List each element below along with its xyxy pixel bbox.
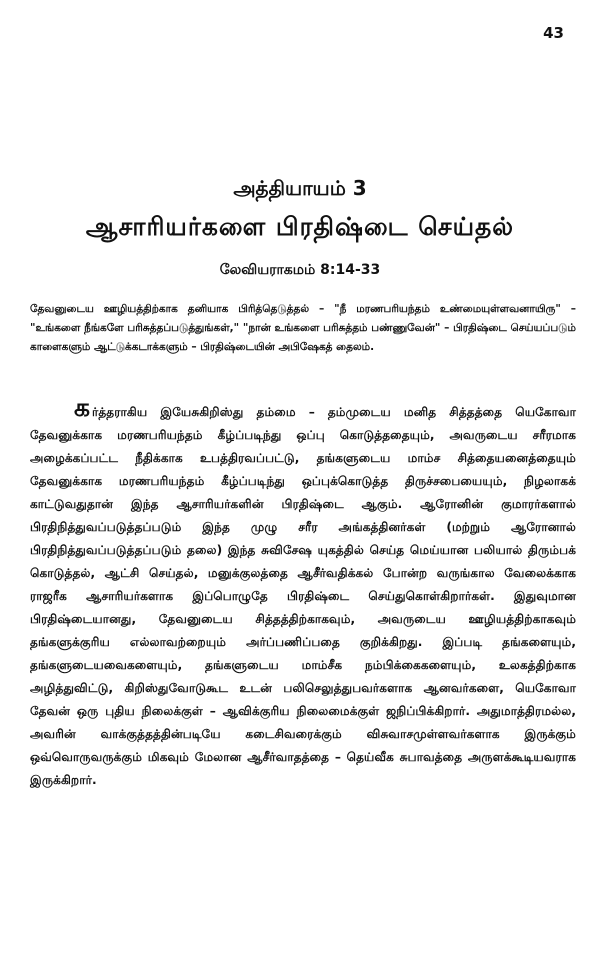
chapter-label: அத்தியாயம் 3	[233, 176, 367, 200]
body-paragraph	[30, 393, 576, 792]
chapter-summary: தேவனுடைய ஊழியத்திற்காக தனியாக பிரித்தெடுத்தல் – "நீ மரணபரியந்தம் உண்மையுள்ளவனாயிரு" – "உங்களை நீங்களே பரிசுத்தப்படுத்துங்கள்," "நான் உங்களை பரிசுத்தம் பண்ணுவேன்" – பிரதிஷ்டை செய்யப்படும் காளைகளும் ஆட்டுக்கடாக்களும் – பிரதிஷ்டையின் அபிஷேகத் தைலம்.	[30, 303, 576, 353]
body-text: ர்த்தராகிய இயேசுகிறிஸ்து தம்மை – தம்முடைய மனித சித்தத்தை யெகோவா தேவனுக்காக மரணபரியந்தம் கீழ்ப்படிந்து ஒப்பு கொடுத்ததையும், அவருடைய சரீரமாக அழைக்கப்பட்ட நீதிக்காக உபத்திரவப்பட்டு, தங்களுடைய மாம்ச சித்தையனைத்தையும் தேவனுக்காக மரணபரியந்தம் கீழ்ப்படிந்து ஒப்புக்கொடுத்த திருச்சபையையும், நிழலாகக் காட்டுவதுதான் இந்த ஆசாரியர்களின் பிரதிஷ்டை ஆகும். ஆரோனின் குமாரர்களால் பிரதிநித்துவப்படுத்தப்படும் இந்த முழு சரீர அங்கத்தினர்கள் (மற்றும் ஆரோனால் பிரதிநித்துவப்படுத்தப்படும் தலை) இந்த சுவிசேஷ யுகத்தில் செய்த மெய்யான பலியால் திரும்பக் கொடுத்தல், ஆட்சி செய்தல், மனுக்குலத்தை ஆசீர்வதிக்கல் போன்ற வருங்கால வேலைக்காக ராஜரீக ஆசாரியர்களாக இப்பொழுதே பிரதிஷ்டை செய்துகொள்கிறார்கள். இதுவுமான பிரதிஷ்டையானது, தேவனுடைய சித்தத்திற்காகவும், அவருடைய ஊழியத்திற்காகவும் தங்களுக்குரிய எல்லாவற்றையும் அர்ப்பணிப்பதை குறிக்கிறது. இப்படி தங்களையும், தங்களுடையவைகளையும், தங்களுடைய மாம்சீக நம்பிக்கைகளையும், உலகத்திற்காக அழித்துவிட்டு, கிறிஸ்துவோடுகூட உடன் பலிசெலுத்துபவர்களாக ஆனவர்களை, யெகோவா தேவன் ஒரு புதிய நிலைக்குள் – ஆவிக்குரிய நிலைமைக்குள் ஜநிப்பிக்கிறார். அதுமாத்திரமல்ல, அவரின் வாக்குத்தத்தின்படியே கடைசிவரைக்கும் விசுவாசமுள்ளவர்களாக இருக்கும் ஒவ்வொருவருக்கும் மிகவும் மேலான ஆசீர்வாதத்தை – தெய்வீக சுபாவத்தை அருளக்கூடியவராக இருக்கிறார்.	[30, 405, 576, 787]
page-number: 43	[543, 24, 564, 42]
scripture-reference: லேவியராகமம் 8:14-33	[219, 262, 381, 278]
drop-cap: க	[74, 393, 90, 422]
chapter-title: ஆசாரியர்களை பிரதிஷ்டை செய்தல்	[85, 212, 515, 241]
